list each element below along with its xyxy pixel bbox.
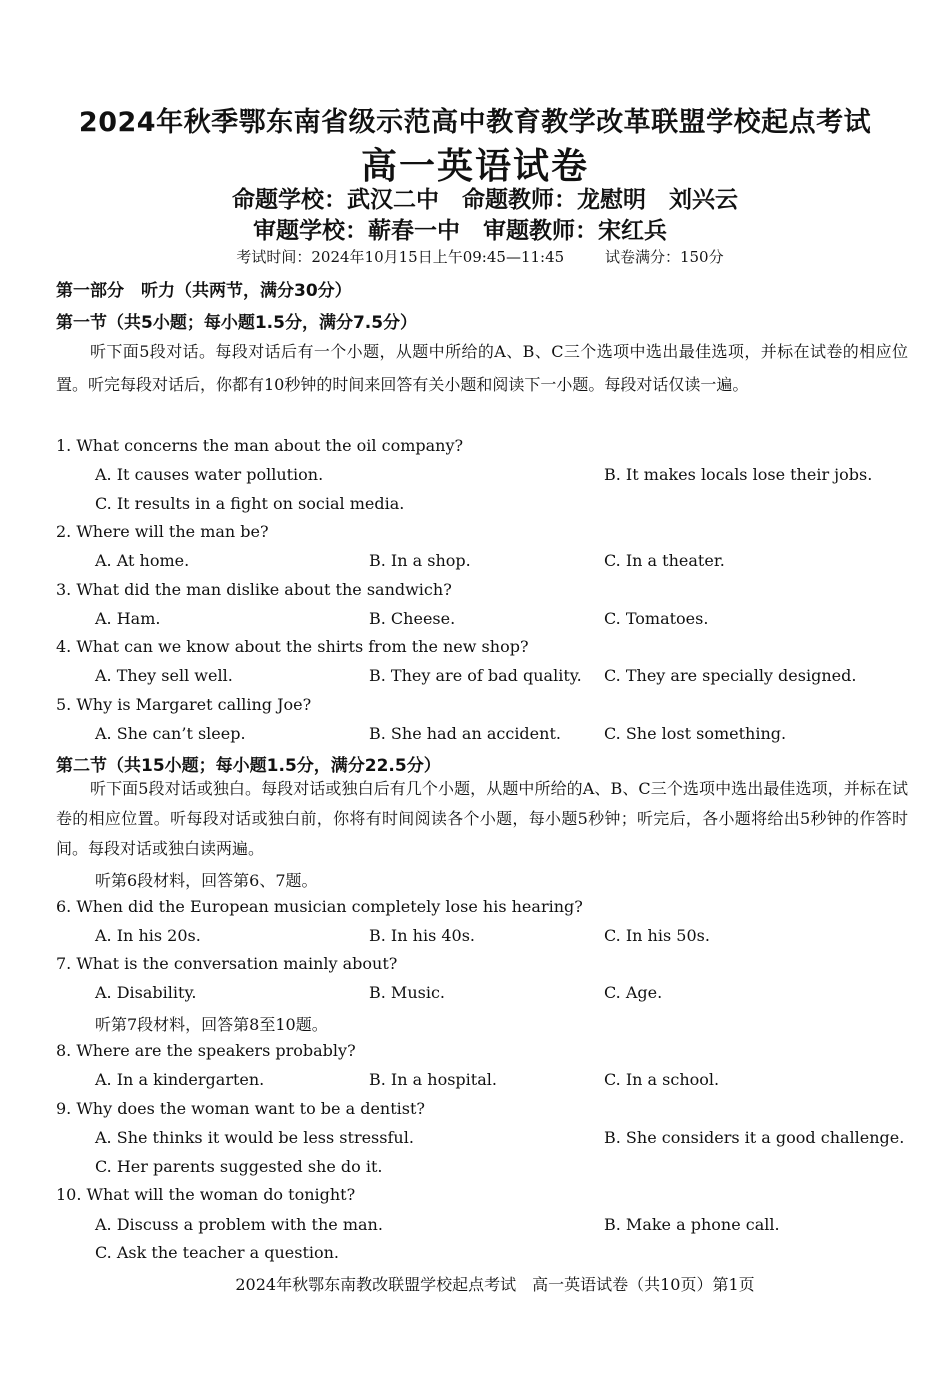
q4-option-a: A. They sell well.	[95, 666, 233, 685]
q3-option-c: C. Tomatoes.	[604, 609, 709, 628]
q7-option-c: C. Age.	[604, 983, 663, 1002]
exam-title: 2024年秋季鄂东南省级示范高中教育教学改革联盟学校起点考试	[78, 107, 872, 138]
q4-option-c: C. They are specially designed.	[604, 666, 857, 685]
q1-option-a: A. It causes water pollution.	[95, 465, 324, 484]
section2-instructions: 听下面5段对话或独白。每段对话或独白后有几个小题，从题中所给的A、B、C三个选项中选出最佳选项，并标在试卷的相应位置。听每段对话或独白前，你将有时间阅读各个小题，每小题5秒钟；听完后，各小题将给出5秒钟的作答时间。每段对话或独白读两遍。	[56, 779, 908, 858]
q3-option-b: B. Cheese.	[369, 609, 456, 628]
q5-option-c: C. She lost something.	[604, 724, 787, 743]
q2-option-a: A. At home.	[95, 551, 190, 570]
q6-option-b: B. In his 40s.	[369, 926, 476, 945]
q5-option-a: A. She can’t sleep.	[95, 724, 246, 743]
question-7: 7. What is the conversation mainly about?	[56, 954, 398, 973]
question-3: 3. What did the man dislike about the sandwich?	[56, 580, 452, 599]
q7-option-b: B. Music.	[369, 983, 445, 1002]
setter-line: 命题学校：武汉二中 命题教师：龙慰明 刘兴云	[232, 187, 738, 213]
q10-option-a: A. Discuss a problem with the man.	[95, 1215, 383, 1234]
q7-option-a: A. Disability.	[95, 983, 197, 1002]
q10-option-b: B. Make a phone call.	[604, 1215, 780, 1234]
q2-option-b: B. In a shop.	[369, 551, 471, 570]
q10-option-c: C. Ask the teacher a question.	[95, 1243, 340, 1262]
material-7-note: 听第7段材料，回答第8至10题。	[95, 1015, 328, 1034]
question-9: 9. Why does the woman want to be a dentist?	[56, 1099, 425, 1118]
q9-option-b: B. She considers it a good challenge.	[604, 1128, 905, 1147]
q6-option-a: A. In his 20s.	[95, 926, 201, 945]
question-6: 6. When did the European musician completely lose his hearing?	[56, 897, 583, 916]
page-footer: 2024年秋鄂东南教改联盟学校起点考试 高一英语试卷（共10页）第1页	[235, 1275, 755, 1294]
q1-option-c: C. It results in a fight on social media.	[95, 494, 405, 513]
section1-heading: 第一节（共5小题；每小题1.5分，满分7.5分）	[56, 313, 418, 333]
q4-option-b: B. They are of bad quality.	[369, 666, 582, 685]
exam-subtitle: 高一英语试卷	[360, 146, 589, 187]
q6-option-c: C. In his 50s.	[604, 926, 710, 945]
q9-option-c: C. Her parents suggested she do it.	[95, 1157, 383, 1176]
question-10: 10. What will the woman do tonight?	[56, 1185, 356, 1204]
q3-option-a: A. Ham.	[95, 609, 161, 628]
full-score: 试卷满分：150分	[604, 248, 724, 266]
section1-instructions: 听下面5段对话。每段对话后有一个小题，从题中所给的A、B、C三个选项中选出最佳选项，并标在试卷的相应位置。听完每段对话后，你都有10秒钟的时间来回答有关小题和阅读下一小题。每段对话仅读一遍。	[56, 342, 908, 394]
question-5: 5. Why is Margaret calling Joe?	[56, 695, 312, 714]
question-4: 4. What can we know about the shirts from the new shop?	[56, 637, 529, 656]
q1-option-b: B. It makes locals lose their jobs.	[604, 465, 873, 484]
section2-heading: 第二节（共15小题；每小题1.5分，满分22.5分）	[56, 756, 441, 776]
q9-option-a: A. She thinks it would be less stressful.	[95, 1128, 414, 1147]
question-1: 1. What concerns the man about the oil company?	[56, 436, 464, 455]
q8-option-a: A. In a kindergarten.	[95, 1070, 265, 1089]
question-2: 2. Where will the man be?	[56, 522, 269, 541]
material-6-note: 听第6段材料，回答第6、7题。	[95, 871, 318, 890]
reviewer-line: 审题学校：蕲春一中 审题教师：宋红兵	[253, 218, 667, 244]
q8-option-c: C. In a school.	[604, 1070, 720, 1089]
q5-option-b: B. She had an accident.	[369, 724, 561, 743]
exam-time: 考试时间：2024年10月15日上午09:45—11:45	[236, 248, 565, 266]
q8-option-b: B. In a hospital.	[369, 1070, 497, 1089]
part1-heading: 第一部分 听力（共两节，满分30分）	[56, 281, 352, 301]
exam-meta	[0, 246, 950, 267]
question-8: 8. Where are the speakers probably?	[56, 1041, 356, 1060]
q2-option-c: C. In a theater.	[604, 551, 725, 570]
